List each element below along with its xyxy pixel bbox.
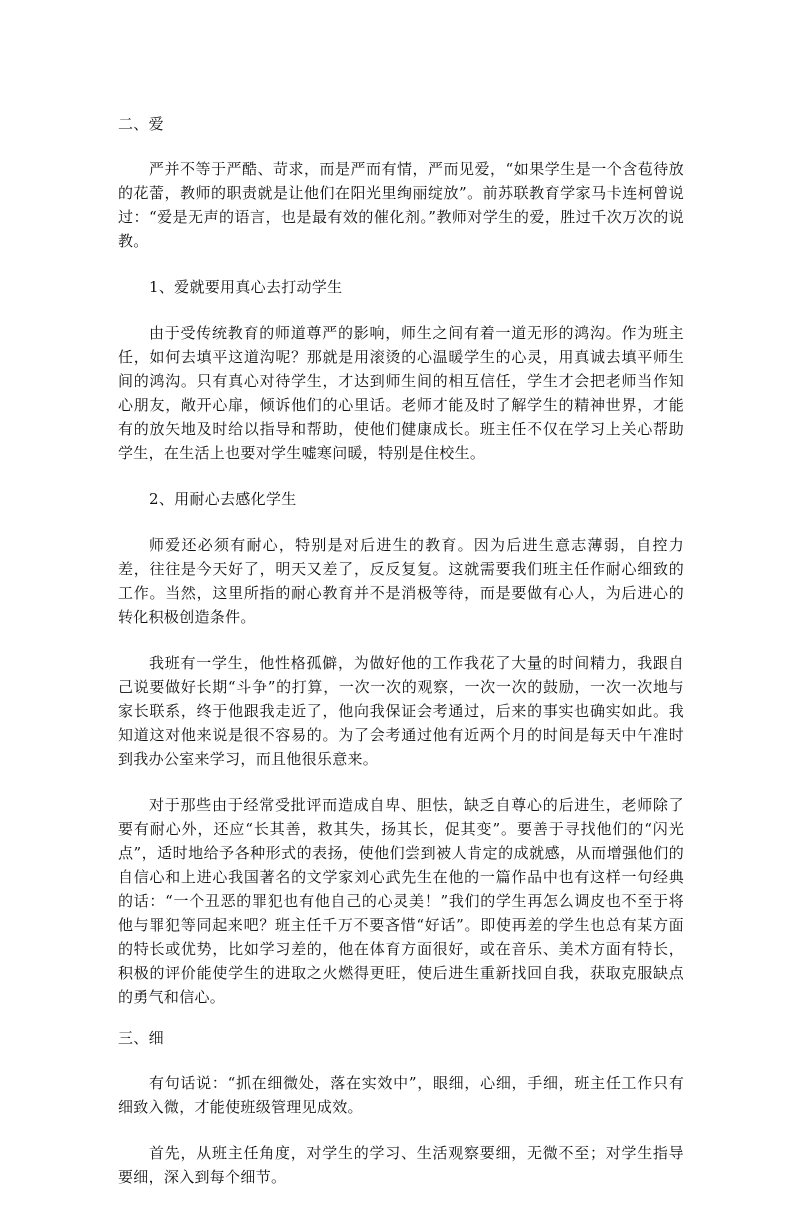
paragraph-detail-intro: 有句话说：“抓在细微处，落在实效中”，眼细，心细，手细，班主任工作只有细致入微，才能使班级管理见成效。: [118, 1074, 684, 1116]
paragraph-sincerity: 由于受传统教育的师道尊严的影响，师生之间有着一道无形的鸿沟。作为班主任，如何去填平这道沟呢？那就是用滚烫的心温暖学生的心灵，用真诚去填平师生间的鸿沟。只有真心对待学生，才达到师生间的相互信任，学生才会把老师当作知心朋友，敞开心扉，倾诉他们的心里话。老师才能及时了解学生的精神世界，才能有的放矢地及时给以指导和帮助，使他们健康成长。班主任不仅在学习上关心帮助学生，在生活上也要对学生嘘寒问暖，特别是住校生。: [118, 324, 684, 462]
paragraph-patience: 师爱还必须有耐心，特别是对后进生的教育。因为后进生意志薄弱，自控力差，往往是今天好了，明天又差了，反反复复。这就需要我们班主任作耐心细致的工作。当然，这里所指的耐心教育并不是消极等待，而是要做有心人，为后进心的转化积极创造条件。: [118, 536, 684, 626]
subheading-sincerity: 1、爱就要用真心去打动学生: [149, 278, 343, 296]
paragraph-praise: 对于那些由于经常受批评而造成自卑、胆怯，缺乏自尊心的后进生，老师除了要有耐心外，还应“长其善，救其失，扬其长，促其变”。要善于寻找他们的“闪光点”，适时地给予各种形式的表扬，使他们尝到被人肯定的成就感，从而增强他们的自信心和上进心我国著名的文学家刘心武先生在他的一篇作品中也有这样一句经典的话：“一个丑恶的罪犯也有他自己的心灵美！”我们的学生再怎么调皮也不至于将他与罪犯等同起来吧？班主任千万不要吝惜“好话”。即使再差的学生也总有某方面的特长或优势，比如学习差的，他在体育方面很好，或在音乐、美术方面有特长，积极的评价能使学生的进取之火燃得更旺，使后进生重新找回自我，获取克服缺点的勇气和信心。: [118, 796, 684, 1006]
paragraph-detail-first: 首先，从班主任角度，对学生的学习、生活观察要细，无微不至；对学生指导要细，深入到每个细节。: [118, 1144, 684, 1186]
paragraph-strict-with-love: 严并不等于严酷、苛求，而是严而有情，严而见爱，“如果学生是一个含苞待放的花蕾，教师的职责就是让他们在阳光里绚丽绽放”。前苏联教育学家马卡连柯曾说过：“爱是无声的语言，也是最有效的催化剂。”教师对学生的爱，胜过千次万次的说教。: [118, 160, 684, 250]
document-page: [118, 112, 684, 1211]
section-heading-detail: 三、细: [118, 1029, 164, 1047]
paragraph-student-example: 我班有一学生，他性格孤僻，为做好他的工作我花了大量的时间精力，我跟自己说要做好长期“斗争”的打算，一次一次的观察，一次一次的鼓励，一次一次地与家长联系，终于他跟我走近了，他向我保证会考通过，后来的事实也确实如此。我知道这对他来说是很不容易的。为了会考通过他有近两个月的时间是每天中午准时到我办公室来学习，而且他很乐意来。: [118, 654, 684, 768]
section-heading-love: 二、爱: [118, 115, 164, 133]
subheading-patience: 2、用耐心去感化学生: [149, 490, 297, 508]
